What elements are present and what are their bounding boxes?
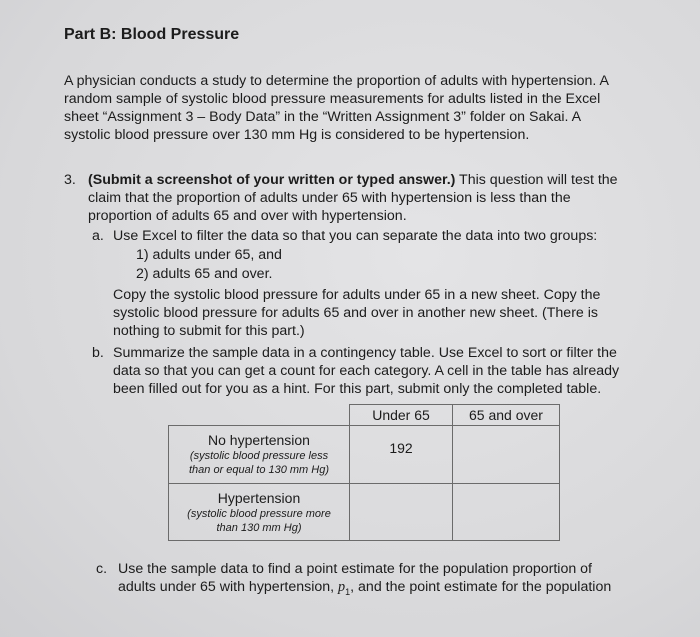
row-label-sub-1: (systolic blood pressure more <box>187 507 331 520</box>
table-header-row <box>169 405 560 426</box>
intro-line-4: systolic blood pressure over 130 mm Hg is considered to be hypertension. <box>64 127 530 143</box>
part-c-label: c. <box>96 561 108 577</box>
part-b-line-1: Summarize the sample data in a contingency table. Use Excel to sort or filter the <box>113 345 617 361</box>
row-label-sub-2: than 130 mm Hg) <box>216 521 302 534</box>
part-b-line-2: data so that you can get a count for each category. A cell in the table has already <box>113 363 620 379</box>
part-a-line-1: Use Excel to filter the data so that you can separate the data into two groups: <box>113 228 598 244</box>
question-3-line-1-rest: This question will test the <box>455 172 618 188</box>
section-title: Part B: Blood Pressure <box>64 26 240 43</box>
variable-p: p <box>338 579 346 595</box>
part-c-line-2-pre: adults under 65 with hypertension, <box>118 579 339 595</box>
part-a-line-3: systolic blood pressure for adults 65 and over in another new sheet. (There is <box>113 305 599 321</box>
row-label-hypertension <box>169 484 350 541</box>
cell-no-hypertension-under-65[interactable]: 192 <box>350 426 453 484</box>
question-number: 3. <box>64 172 76 188</box>
part-a-label: a. <box>92 228 104 244</box>
part-b-line-3: been filled out for you as a hint. For this part, submit only the completed table. <box>113 381 602 397</box>
part-c-line-1: Use the sample data to find a point estimate for the population proportion of <box>118 561 592 577</box>
variable-subscript: 1 <box>345 586 351 597</box>
table-row <box>169 426 560 484</box>
contingency-table <box>168 404 560 541</box>
row-label-sub-1: (systolic blood pressure less <box>189 450 329 462</box>
row-label-sub-2: than or equal to 130 mm Hg) <box>188 464 330 476</box>
table-corner <box>169 405 350 426</box>
header-65-and-over: 65 and over <box>453 405 560 426</box>
question-3-bold-instruction: (Submit a screenshot of your written or typed answer.) <box>88 172 456 188</box>
intro-line-2: random sample of systolic blood pressure measurements for adults listed in the Excel <box>64 91 601 107</box>
part-a-line-4: nothing to submit for this part.) <box>113 323 305 339</box>
table-row <box>169 484 560 541</box>
part-c-line-2 <box>118 578 611 601</box>
row-label-no-hypertension <box>169 426 350 484</box>
part-a-line-2: Copy the systolic blood pressure for adults under 65 in a new sheet. Copy the <box>113 287 601 303</box>
part-a-item-2: 2) adults 65 and over. <box>136 266 273 282</box>
header-under-65: Under 65 <box>350 405 453 426</box>
question-3-line-3: proportion of adults 65 and over with hypertension. <box>88 208 407 224</box>
row-label-main: Hypertension <box>217 489 301 506</box>
intro-line-1: A physician conducts a study to determine the proportion of adults with hypertension. A <box>64 73 609 89</box>
intro-line-3: sheet “Assignment 3 – Body Data” in the “Written Assignment 3” folder on Sakai. A <box>64 109 582 125</box>
row-label-main: No hypertension <box>208 432 310 448</box>
part-a-item-1: 1) adults under 65, and <box>136 247 282 263</box>
part-b-label: b. <box>92 345 104 361</box>
cell-hypertension-under-65[interactable] <box>350 484 453 541</box>
part-c-line-2-post: , and the point estimate for the population <box>350 579 612 595</box>
question-3-line-1 <box>88 171 618 189</box>
question-3-line-2: claim that the proportion of adults under 65 with hypertension is less than the <box>88 190 571 206</box>
cell-hypertension-65-and-over[interactable] <box>453 484 560 541</box>
cell-no-hypertension-65-and-over[interactable] <box>453 426 560 484</box>
